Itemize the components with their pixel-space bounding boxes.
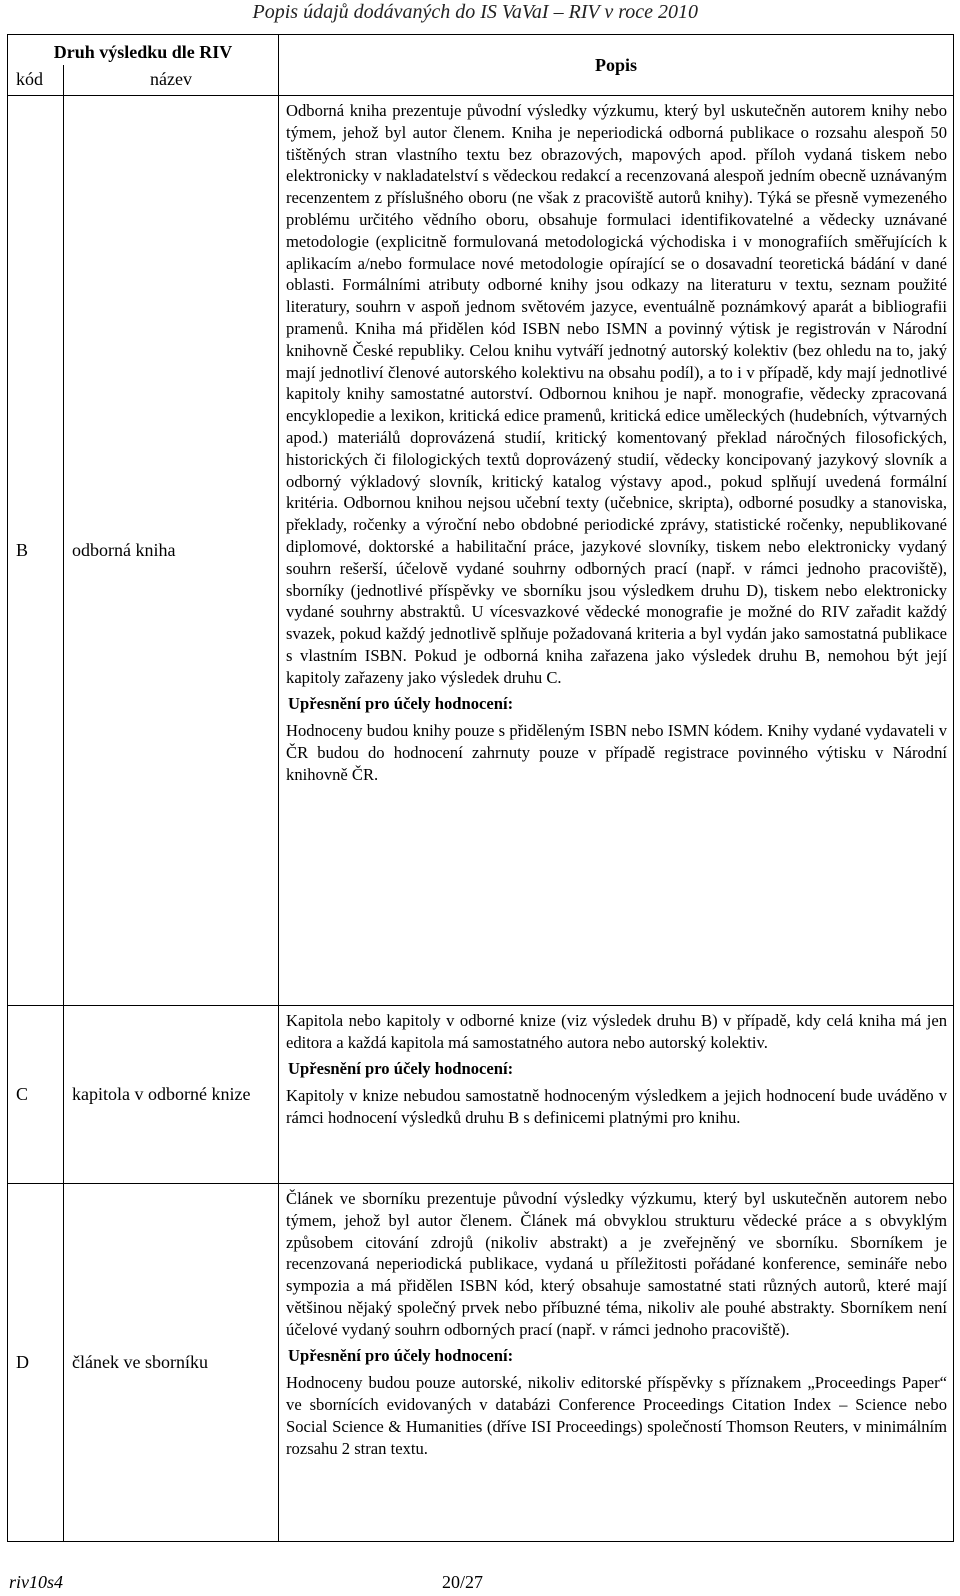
footer-doc-id: riv10s4 [9,1572,63,1592]
header-group-title: Druh výsledku dle RIV [8,35,279,66]
table-row [8,96,954,1006]
row-code: D [8,1184,64,1542]
evaluation-text: Hodnoceny budou pouze autorské, nikoliv editorské příspěvky s příznakem „Proceedings Paper“ ve sbornících evidovaných v databázi Conference Proceedings Citation Index – Science nebo Social Science & Humanities (dříve ISI Proceedings) společností Thomson Reuters, v minimálním rozsahu 2 stran textu. [286,1373,948,1458]
row-name: odborná kniha [64,96,279,1006]
row-code: B [8,96,64,1006]
row-name: článek ve sborníku [64,1184,279,1542]
running-header-title: Popis údajů dodávaných do IS VaVaI – RIV v roce 2010 [252,1,698,23]
row-code: C [8,1006,64,1184]
header-name: název [64,65,279,96]
description-paragraph: Kapitola nebo kapitoly v odborné knize (viz výsledek druhu B) v případě, kdy celá kniha má jen editora a každá kapitola má samostatného autora nebo autorský kolektiv. [286,1011,948,1052]
running-header [0,0,960,24]
header-code: kód [8,65,64,96]
evaluation-subheading: Upřesnění pro účely hodnocení: [288,693,514,713]
header-popis: Popis [279,35,954,96]
row-name: kapitola v odborné knize [64,1006,279,1184]
row-description [279,1006,954,1184]
description-paragraph: Článek ve sborníku prezentuje původní výsledky výzkumu, který byl uskutečněn autorem nebo týmem, jehož byl autor členem. Článek má obvyklou strukturu vědecké práce a s obvyklým způsobem citování zdrojů (nikoliv abstrakt) a je zveřejněný ve sborníku. Sborníkem je recenzovaná neperiodická publikace, vydaná u příležitosti pořádané konference, semináře nebo sympozia a má přidělen ISBN kód, který obsahuje samostatné stati různých autorů, které mají většinou nějaký společný prvek nebo příbuzné téma, nikoliv ale pouhé abstrakty. Sborníkem není účelové vydaný souhrn odborných prací (např. v rámci jednoho pracoviště). [286,1189,948,1339]
table-row [8,1184,954,1542]
evaluation-subheading: Upřesnění pro účely hodnocení: [288,1058,514,1078]
footer-page-number: 20/27 [442,1572,484,1592]
table-header-row [8,35,954,66]
evaluation-text: Hodnoceny budou knihy pouze s přiděleným ISBN nebo ISMN kódem. Knihy vydané vydavateli v ČR budou do hodnocení zahrnuty pouze v případě registrace povinného výtisku v Národní knihovně ČR. [286,721,948,784]
result-types-table [7,34,954,1542]
row-description [279,1184,954,1542]
table-row [8,1006,954,1184]
description-paragraph: Odborná kniha prezentuje původní výsledky výzkumu, který byl uskutečněn autorem knihy nebo týmem, jehož byl autor členem. Kniha je neperiodická odborná publikace o rozsahu alespoň 50 tištěných stran vlastního textu bez obrazových, mapových apod. příloh vydaná tiskem nebo elektronicky v nakladatelství s vědeckou redakcí a recenzovaná alespoň jedním obecně uznávaným recenzentem z příslušného oboru (ne však z pracoviště autorů knihy). Týká se přesně vymezeného problému určitého vědního oboru, obsahuje formulaci identifikovatelné a vědecky uznávané metodologie (explicitně formulovaná metodologická východiska i v monografiích směřujících k aplikacím a/nebo formulace nové metodologie opírající se o dosavadní teoretická bádání v dané oblasti. Formálními atributy odborné knihy jsou odkazy na literaturu v textu, seznam použité literatury, souhrn v aspoň jednom světovém jazyce, eventuálně poznámkový aparát a bibliografii pramenů. Kniha má přidělen kód ISBN nebo ISMN a povinný výtisk je registrován v Národní knihovně České republiky. Celou knihu vytváří jednotný autorský kolektiv (bez ohledu na to, jaký mají jednotliví členové autorského kolektivu na obsahu podíl), a to i v případě, kdy mají jednotlivé kapitoly knihy samostatné autorství. Odbornou knihou je např. monografie, vědecky zpracovaná encyklopedie a lexikon, kritická edice pramenů, kritická edice uměleckých (hudebních, výtvarných apod.) materiálů doprovázená studií, kritický komentovaný překlad náročných filosofických, historických či filologických textů doprovázený studií, vědecky koncipovaný jazykový slovník a odborný výkladový slovník, kritický katalog výstavy apod., pokud splňují uvedená formální kritéria. Odbornou knihou nejsou učební texty (učebnice, skripta), odborné posudky a stanoviska, překlady, ročenky a výroční nebo obdobné periodické zprávy, statistické ročenky, nepublikované diplomové, doktorské a habilitační práce, jazykové slovníky, tiskem nebo elektronicky vydaný souhrn rešerší, účelově vydané souhrny odborných prací (např. v rámci jednoho pracoviště), sborníky (jednotlivé příspěvky ve sborníku jsou výsledkem druhu D), tiskem nebo elektronicky vydané souhrny abstraktů. U vícesvazkové vědecké monografie je možné do RIV zařadit každý svazek, pokud každý jednotlivě splňuje požadovaná kriteria a byl vydán jako samostatná publikace s vlastním ISBN. Pokud je odborná kniha zařazena jako výsledek druhu B, nemohou být její kapitoly zařazeny jako výsledek druhu C. [286,101,948,687]
evaluation-text: Kapitoly v knize nebudou samostatně hodnoceným výsledkem a jejich hodnocení bude uváděno v rámci hodnocení výsledků druhu B s definicemi platnými pro knihu. [286,1086,948,1128]
row-description [279,96,954,1006]
evaluation-subheading: Upřesnění pro účely hodnocení: [288,1345,514,1365]
